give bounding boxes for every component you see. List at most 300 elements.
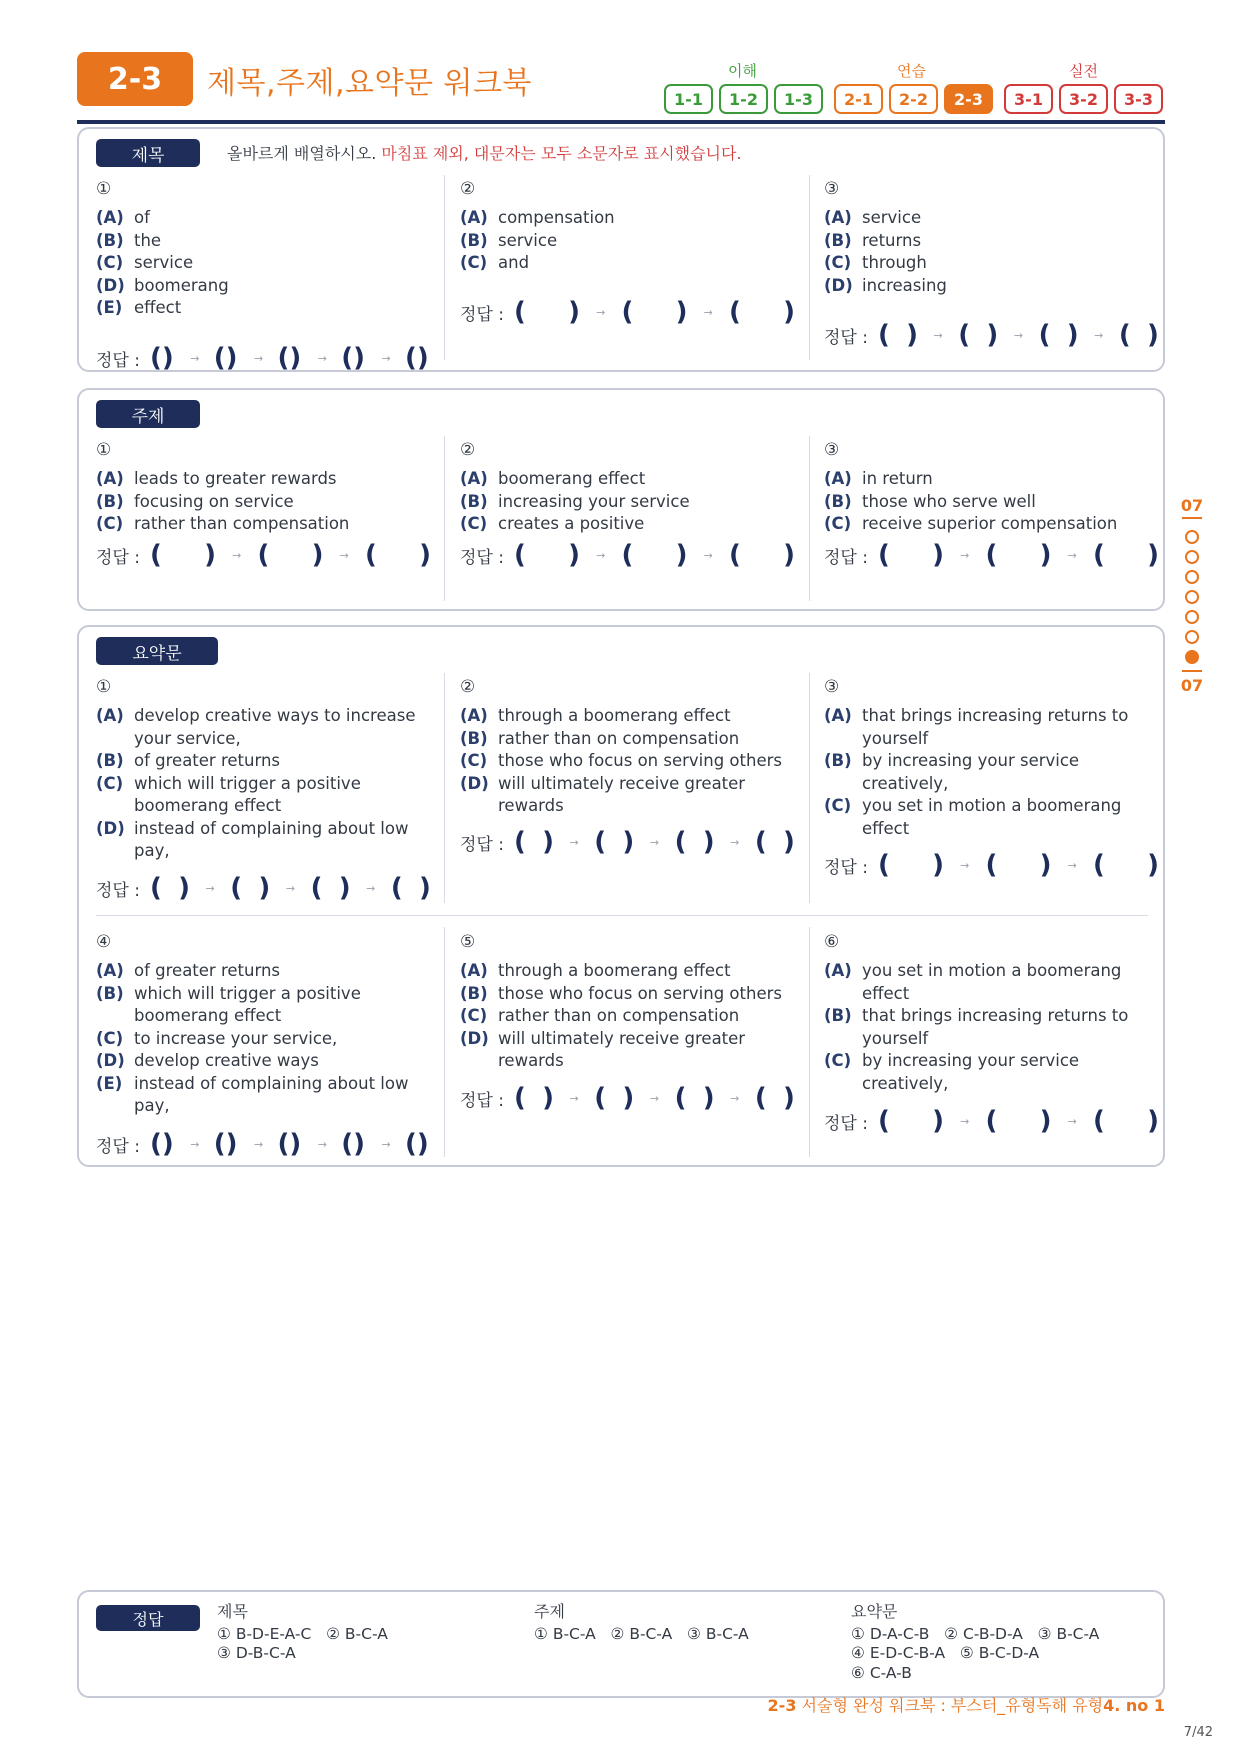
answer-label: 정답 : [96, 547, 140, 568]
answer-slots[interactable] [878, 852, 1159, 878]
arrow-icon: → [596, 305, 606, 319]
choice-item [824, 1005, 1159, 1050]
choice-text: you set in motion a boomerang effect [862, 796, 1122, 838]
choice-label: (D) [460, 773, 489, 793]
choice-text: instead of complaining about low pay, [134, 1073, 409, 1115]
arrow-icon: → [381, 351, 391, 365]
choice-label: (A) [460, 469, 488, 488]
answer-slot[interactable]: () [149, 1129, 174, 1159]
question-number: ④ [96, 932, 112, 952]
question-summary-2 [460, 677, 795, 857]
question-title-2 [460, 179, 795, 327]
answer-slot[interactable]: ( ) [958, 320, 999, 350]
choice-item [96, 818, 431, 863]
arrow-icon: → [1067, 1114, 1077, 1128]
answer-slots[interactable] [878, 322, 1159, 348]
answer-slot[interactable]: ( ) [754, 1083, 795, 1113]
choice-text: will ultimately receive greater rewards [498, 1028, 746, 1070]
choice-text: those who focus on serving others [498, 751, 782, 770]
answer-slot[interactable]: ( ) [513, 540, 580, 570]
question-number: ① [96, 440, 112, 460]
question-number: ② [460, 179, 476, 199]
choice-item [824, 468, 1159, 491]
choice-label: (B) [96, 491, 124, 511]
answer-slot[interactable]: () [341, 343, 365, 373]
choice-label: (C) [460, 1006, 488, 1025]
column-divider [444, 436, 445, 601]
answer-row [824, 1104, 1159, 1138]
choice-label: (A) [96, 469, 124, 488]
choice-text: those who serve well [862, 491, 1036, 511]
answer-slot[interactable]: ( ) [877, 320, 918, 350]
choice-label: (B) [460, 983, 488, 1003]
instruction-text: 올바르게 배열하시오. [227, 144, 377, 163]
answer-key-line: ① B-C-A ② B-C-A ③ B-C-A [534, 1624, 749, 1643]
choice-label: (B) [96, 983, 124, 1003]
answer-label: 정답 : [460, 1090, 504, 1111]
arrow-icon: → [317, 1137, 327, 1151]
answer-slot[interactable]: ( ) [621, 297, 688, 327]
question-summary-6 [824, 932, 1159, 1136]
choice-item [460, 491, 795, 514]
side-progress-dot [1185, 590, 1199, 604]
arrow-icon: → [190, 351, 200, 365]
side-progress-top-number: 07 [1180, 496, 1204, 515]
choice-label: (B) [96, 751, 124, 770]
question-summary-1 [96, 677, 431, 903]
choice-label: (B) [96, 230, 124, 250]
answer-row [824, 318, 1159, 352]
answer-slots[interactable] [878, 542, 1159, 568]
answer-key-line: ① D-A-C-B ② C-B-D-A ③ B-C-A [851, 1624, 1100, 1643]
answer-key-summary [851, 1602, 1099, 1683]
summary-section [77, 625, 1165, 1167]
arrow-icon: → [730, 835, 740, 849]
choice-item [460, 1005, 795, 1028]
question-number: ⑥ [824, 932, 840, 952]
choice-text: through a boomerang effect [498, 961, 731, 980]
choice-text: returns [862, 230, 922, 250]
lesson-badge: 2-3 [77, 52, 193, 106]
answer-label: 정답 : [824, 327, 868, 348]
arrow-icon: → [1067, 548, 1077, 562]
arrow-icon: → [1094, 328, 1104, 342]
choice-text: rather than compensation [134, 514, 350, 533]
choice-text: service [134, 253, 194, 272]
choice-item [460, 983, 795, 1006]
choice-item [96, 750, 431, 773]
choice-label: (C) [824, 253, 852, 272]
arrow-icon: → [649, 835, 660, 849]
answer-slot[interactable]: ( ) [674, 1083, 715, 1113]
choice-label: (C) [460, 253, 488, 272]
answer-row [96, 1127, 431, 1161]
question-summary-4 [96, 932, 431, 1159]
answer-slot[interactable]: ( ) [513, 297, 580, 327]
choice-text: develop creative ways [134, 1051, 319, 1070]
choice-label: (C) [96, 514, 124, 533]
step-button-3-2[interactable]: 3-2 [1059, 84, 1108, 114]
footer-text: 서술형 완성 워크북 : 부스터_유형독해 유형 [796, 1696, 1104, 1715]
answer-slot[interactable]: ( ) [1092, 1106, 1159, 1136]
title-section [77, 127, 1165, 372]
arrow-icon: → [960, 548, 970, 562]
side-progress-bottom-rule [1182, 670, 1202, 672]
choice-text: by increasing your service creatively, [862, 751, 1080, 793]
choice-text: of greater returns [134, 751, 281, 770]
side-progress-dot [1185, 550, 1199, 564]
group-label-understanding: 이해 [728, 62, 757, 80]
choice-text: rather than on compensation [498, 728, 740, 748]
column-divider [444, 927, 445, 1157]
answer-row [460, 538, 795, 572]
answer-key-line: ④ E-D-C-B-A ⑤ B-C-D-A [851, 1644, 1040, 1662]
choice-text: that brings increasing returns to yourself [862, 706, 1129, 748]
answer-label: 정답 : [824, 1113, 868, 1134]
answer-slot[interactable]: ( ) [594, 1083, 635, 1113]
choice-text: focusing on service [134, 491, 294, 511]
answer-label: 정답 : [96, 350, 140, 371]
choice-item [824, 491, 1159, 514]
arrow-icon: → [596, 548, 606, 562]
column-divider [809, 436, 810, 601]
column-divider [809, 927, 810, 1157]
choice-text: those who focus on serving others [498, 983, 782, 1003]
choice-item [460, 207, 795, 230]
answer-slot[interactable]: () [341, 1129, 365, 1159]
answer-slot[interactable]: () [277, 1129, 302, 1159]
choice-item [824, 750, 1159, 795]
choice-item [824, 1050, 1159, 1095]
question-summary-5 [460, 932, 795, 1113]
footer-prefix: 2-3 [767, 1696, 797, 1715]
choice-label: (D) [96, 1051, 125, 1070]
question-title-3 [824, 179, 1159, 350]
choice-item [96, 1073, 431, 1118]
answer-slot[interactable]: ( ) [985, 1106, 1052, 1136]
answer-slots[interactable] [150, 1131, 431, 1157]
answer-key-line: ① B-D-E-A-C ② B-C-A [217, 1624, 388, 1643]
choice-text: through [862, 253, 927, 272]
choice-text: which will trigger a positive boomerang effect [134, 773, 361, 815]
choice-text: will ultimately receive greater rewards [498, 773, 746, 815]
answer-row [460, 1081, 795, 1115]
column-divider [444, 175, 445, 360]
choice-label: (D) [460, 1028, 489, 1048]
answer-slots[interactable] [514, 829, 795, 855]
arrow-icon: → [569, 835, 579, 849]
choice-label: (D) [96, 818, 125, 838]
choice-text: through a boomerang effect [498, 706, 731, 725]
answer-slot[interactable]: ( ) [877, 850, 944, 880]
question-topic-2 [460, 440, 795, 570]
choice-item [824, 960, 1159, 1005]
arrow-icon: → [339, 548, 349, 562]
step-button-1-3[interactable]: 1-3 [774, 84, 823, 114]
choice-text: the [134, 230, 162, 250]
header-divider [77, 120, 1165, 124]
answer-label: 정답 : [824, 857, 868, 878]
answer-key-topic [534, 1602, 749, 1644]
choice-label: (A) [96, 961, 124, 980]
step-button-1-1[interactable]: 1-1 [664, 84, 713, 114]
choice-item [460, 960, 795, 983]
choice-label: (B) [460, 230, 488, 250]
choice-label: (A) [824, 208, 852, 227]
choice-item [460, 230, 795, 253]
answer-row [460, 825, 795, 859]
step-button-1-2[interactable]: 1-2 [719, 84, 768, 114]
answer-slot[interactable]: ( ) [985, 540, 1052, 570]
choice-item [96, 1050, 431, 1073]
answer-slot[interactable]: ( ) [149, 873, 190, 903]
step-button-3-1[interactable]: 3-1 [1004, 84, 1053, 114]
arrow-icon: → [730, 1091, 740, 1105]
answer-row [96, 871, 431, 905]
arrow-icon: → [205, 881, 215, 895]
answer-slot[interactable]: ( ) [674, 827, 715, 857]
page-title: 제목,주제,요약문 워크북 [207, 66, 532, 101]
answer-slot[interactable]: () [213, 1129, 238, 1159]
choice-label: (D) [96, 275, 125, 295]
topic-section [77, 388, 1165, 611]
choice-label: (E) [96, 298, 123, 317]
choice-label: (A) [460, 706, 488, 725]
choice-item [96, 207, 431, 230]
step-button-3-3[interactable]: 3-3 [1114, 84, 1163, 114]
answer-slot[interactable]: ( ) [310, 873, 351, 903]
choice-label: (C) [460, 751, 488, 770]
choice-label: (D) [824, 275, 853, 295]
arrow-icon: → [1013, 328, 1024, 342]
arrow-icon: → [254, 1137, 264, 1151]
choice-text: you set in motion a boomerang effect [862, 961, 1122, 1003]
answer-slot[interactable]: ( ) [594, 827, 635, 857]
choice-item [96, 513, 431, 536]
section-label-topic: 주제 [96, 400, 200, 428]
question-title-1 [96, 179, 431, 373]
choice-text: of greater returns [134, 961, 281, 980]
answer-slot[interactable]: ( ) [513, 1083, 554, 1113]
choice-label: (C) [96, 253, 124, 272]
choice-text: of [134, 208, 150, 227]
choice-label: (B) [460, 491, 488, 511]
answer-slot[interactable]: ( ) [230, 873, 271, 903]
choice-item [96, 705, 431, 750]
choice-label: (C) [96, 773, 124, 793]
arrow-icon: → [703, 548, 713, 562]
arrow-icon: → [569, 1091, 579, 1105]
answer-row [460, 295, 795, 329]
answer-slot[interactable]: () [404, 343, 429, 373]
arrow-icon: → [254, 351, 264, 365]
choice-item [824, 207, 1159, 230]
answer-slot[interactable]: ( ) [513, 827, 554, 857]
side-progress-dot-current [1185, 650, 1199, 664]
answer-slots[interactable] [150, 345, 431, 371]
choice-item [96, 1028, 431, 1051]
question-number: ① [96, 677, 112, 697]
answer-key-column-title: 제목 [217, 1602, 248, 1621]
choice-text: boomerang [134, 275, 229, 295]
choice-item [96, 960, 431, 983]
choice-item [460, 750, 795, 773]
answer-slot[interactable]: ( ) [149, 540, 216, 570]
step-button-2-2[interactable]: 2-2 [889, 84, 938, 114]
choice-text: boomerang effect [498, 469, 646, 488]
choice-item [460, 513, 795, 536]
answer-slot[interactable]: ( ) [1118, 320, 1159, 350]
arrow-icon: → [649, 1091, 660, 1105]
choice-item [460, 773, 795, 818]
choice-label: (C) [824, 514, 852, 533]
choice-label: (A) [824, 469, 852, 488]
step-button-2-1[interactable]: 2-1 [834, 84, 883, 114]
choice-text: increasing [862, 275, 947, 295]
answer-slot[interactable]: ( ) [390, 873, 431, 903]
side-progress-dot [1185, 610, 1199, 624]
answer-slot[interactable]: ( ) [728, 297, 795, 327]
choice-label: (A) [460, 208, 488, 227]
answer-slot[interactable]: ( ) [364, 540, 431, 570]
choice-item [460, 728, 795, 751]
choice-label: (A) [96, 706, 124, 725]
arrow-icon: → [381, 1137, 391, 1151]
footer-suffix: 4. no 1 [1103, 1696, 1165, 1715]
choice-text: in return [862, 469, 933, 488]
arrow-icon: → [960, 858, 970, 872]
choice-item [96, 773, 431, 818]
answer-slot[interactable]: ( ) [257, 540, 324, 570]
answer-slots[interactable] [150, 542, 431, 568]
choice-item [824, 795, 1159, 840]
answer-slot[interactable]: ( ) [728, 540, 795, 570]
choice-item [824, 275, 1159, 298]
step-button-2-3[interactable]: 2-3 [944, 84, 993, 114]
answer-slot[interactable]: ( ) [621, 540, 688, 570]
choice-text: develop creative ways to increase your service, [134, 706, 416, 748]
arrow-icon: → [190, 1137, 200, 1151]
choice-text: instead of complaining about low pay, [134, 818, 409, 860]
choice-item [824, 230, 1159, 253]
question-number: ③ [824, 440, 840, 460]
answer-slot[interactable]: ( ) [985, 850, 1052, 880]
choice-text: creates a positive [498, 514, 645, 533]
choice-item [96, 468, 431, 491]
answer-slots[interactable] [514, 542, 795, 568]
choice-item [824, 705, 1159, 750]
side-progress-dot [1185, 530, 1199, 544]
choice-label: (A) [460, 961, 488, 980]
choice-text: effect [134, 298, 182, 317]
answer-slot[interactable]: () [149, 343, 174, 373]
choice-label: (B) [824, 751, 852, 770]
choice-label: (C) [824, 1051, 852, 1070]
answer-slots[interactable] [514, 299, 795, 325]
choice-text: rather than on compensation [498, 1006, 740, 1025]
question-topic-3 [824, 440, 1159, 570]
answer-slot[interactable]: () [277, 343, 302, 373]
row-divider [96, 915, 1148, 916]
choice-text: that brings increasing returns to yourself [862, 1006, 1129, 1048]
answer-slot[interactable]: () [404, 1129, 429, 1159]
answer-row [824, 848, 1159, 882]
arrow-icon: → [703, 305, 713, 319]
choice-label: (A) [824, 961, 852, 980]
group-label-practice: 연습 [897, 62, 926, 80]
choice-label: (B) [824, 230, 852, 250]
question-number: ③ [824, 677, 840, 697]
question-number: ③ [824, 179, 840, 199]
choice-label: (B) [460, 728, 488, 748]
answer-slot[interactable]: () [213, 343, 238, 373]
answer-key-line: ⑥ C-A-B [851, 1663, 912, 1682]
arrow-icon: → [317, 351, 327, 365]
answer-slots[interactable] [514, 1085, 795, 1111]
answer-key-column-title: 요약문 [851, 1602, 898, 1621]
answer-row [96, 538, 431, 572]
choice-item [96, 275, 431, 298]
choice-label: (C) [96, 1028, 124, 1048]
choice-text: compensation [498, 208, 615, 227]
choice-text: which will trigger a positive boomerang effect [134, 983, 361, 1025]
choice-label: (C) [460, 514, 488, 533]
answer-label: 정답 : [96, 1136, 140, 1157]
choice-item [824, 513, 1159, 536]
choice-item [460, 1028, 795, 1073]
question-number: ⑤ [460, 932, 476, 952]
choice-label: (A) [824, 706, 852, 725]
choice-label: (B) [824, 491, 852, 511]
answer-key-column-title: 주제 [534, 1602, 565, 1621]
group-label-real: 실전 [1069, 62, 1098, 80]
answer-slots[interactable] [150, 875, 431, 901]
answer-slot[interactable]: ( ) [1092, 540, 1159, 570]
arrow-icon: → [960, 1114, 970, 1128]
choice-item [96, 297, 431, 320]
choice-item [96, 983, 431, 1028]
answer-label: 정답 : [460, 304, 504, 325]
instruction-emphasis: 마침표 제외, 대문자는 모두 소문자로 표시했습니다. [381, 144, 742, 163]
arrow-icon: → [285, 881, 296, 895]
choice-label: (E) [96, 1073, 123, 1093]
question-number: ① [96, 179, 112, 199]
column-divider [444, 673, 445, 903]
answer-slot[interactable]: ( ) [877, 1106, 944, 1136]
answer-slot[interactable]: ( ) [1092, 850, 1159, 880]
answer-key-line: ③ D-B-C-A [217, 1644, 296, 1662]
arrow-icon: → [366, 881, 376, 895]
choice-text: receive superior compensation [862, 514, 1118, 533]
answer-row [96, 341, 431, 375]
arrow-icon: → [1067, 858, 1077, 872]
answer-key-title [217, 1602, 388, 1664]
choice-item [96, 252, 431, 275]
answer-slot[interactable]: ( ) [877, 540, 944, 570]
answer-label: 정답 : [96, 880, 140, 901]
side-progress-dot [1185, 570, 1199, 584]
answer-slots[interactable] [878, 1108, 1159, 1134]
answer-label: 정답 : [824, 547, 868, 568]
answer-row [824, 538, 1159, 572]
choice-item [96, 230, 431, 253]
choice-item [460, 468, 795, 491]
answer-slot[interactable]: ( ) [1038, 320, 1079, 350]
choice-text: service [862, 208, 922, 227]
choice-text: increasing your service [498, 491, 690, 511]
answer-slot[interactable]: ( ) [754, 827, 795, 857]
footer-caption [768, 1693, 1165, 1716]
